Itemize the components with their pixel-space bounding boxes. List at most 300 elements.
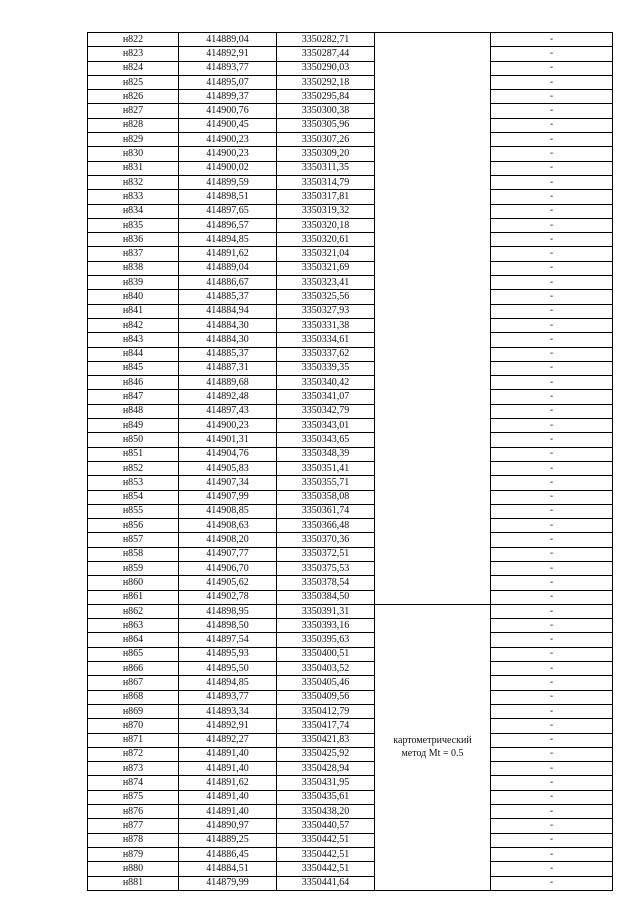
y-coordinate-cell: 3350384,50	[277, 590, 375, 604]
table-row	[88, 147, 613, 161]
coordinates-table-body	[88, 33, 613, 891]
y-coordinate-cell: 3350292,18	[277, 75, 375, 89]
point-name-cell: н853	[88, 476, 179, 490]
y-coordinate-cell: 3350325,56	[277, 290, 375, 304]
dash-cell: -	[491, 690, 613, 704]
dash-cell: -	[491, 61, 613, 75]
x-coordinate-cell: 414898,51	[179, 190, 277, 204]
dash-cell: -	[491, 533, 613, 547]
y-coordinate-cell: 3350370,36	[277, 533, 375, 547]
x-coordinate-cell: 414884,30	[179, 333, 277, 347]
point-name-cell: н870	[88, 719, 179, 733]
dash-cell: -	[491, 504, 613, 518]
y-coordinate-cell: 3350343,01	[277, 419, 375, 433]
x-coordinate-cell: 414884,51	[179, 862, 277, 876]
table-row	[88, 619, 613, 633]
dash-cell: -	[491, 719, 613, 733]
dash-cell: -	[491, 833, 613, 847]
x-coordinate-cell: 414904,76	[179, 447, 277, 461]
table-row	[88, 847, 613, 861]
x-coordinate-cell: 414896,57	[179, 218, 277, 232]
table-row	[88, 233, 613, 247]
y-coordinate-cell: 3350428,94	[277, 762, 375, 776]
x-coordinate-cell: 414885,37	[179, 290, 277, 304]
x-coordinate-cell: 414885,37	[179, 347, 277, 361]
x-coordinate-cell: 414895,07	[179, 75, 277, 89]
table-row	[88, 419, 613, 433]
x-coordinate-cell: 414907,99	[179, 490, 277, 504]
point-name-cell: н835	[88, 218, 179, 232]
point-name-cell: н827	[88, 104, 179, 118]
dash-cell: -	[491, 847, 613, 861]
coordinates-table	[87, 32, 613, 891]
point-name-cell: н834	[88, 204, 179, 218]
dash-cell: -	[491, 461, 613, 475]
point-name-cell: н858	[88, 547, 179, 561]
x-coordinate-cell: 414891,40	[179, 790, 277, 804]
table-row	[88, 590, 613, 604]
table-row	[88, 347, 613, 361]
dash-cell: -	[491, 819, 613, 833]
table-row	[88, 390, 613, 404]
dash-cell: -	[491, 476, 613, 490]
point-name-cell: н822	[88, 33, 179, 47]
point-name-cell: н851	[88, 447, 179, 461]
y-coordinate-cell: 3350412,79	[277, 704, 375, 718]
dash-cell: -	[491, 161, 613, 175]
dash-cell: -	[491, 47, 613, 61]
y-coordinate-cell: 3350355,71	[277, 476, 375, 490]
y-coordinate-cell: 3350307,26	[277, 133, 375, 147]
y-coordinate-cell: 3350342,79	[277, 404, 375, 418]
point-name-cell: н845	[88, 361, 179, 375]
method-cell	[375, 33, 491, 605]
y-coordinate-cell: 3350421,83	[277, 733, 375, 747]
y-coordinate-cell: 3350314,79	[277, 175, 375, 189]
dash-cell: -	[491, 333, 613, 347]
point-name-cell: н857	[88, 533, 179, 547]
point-name-cell: н880	[88, 862, 179, 876]
table-row	[88, 662, 613, 676]
method-cell	[375, 604, 491, 890]
table-row	[88, 519, 613, 533]
point-name-cell: н863	[88, 619, 179, 633]
y-coordinate-cell: 3350327,93	[277, 304, 375, 318]
table-row	[88, 276, 613, 290]
point-name-cell: н828	[88, 118, 179, 132]
dash-cell: -	[491, 619, 613, 633]
y-coordinate-cell: 3350378,54	[277, 576, 375, 590]
x-coordinate-cell: 414893,77	[179, 61, 277, 75]
y-coordinate-cell: 3350321,69	[277, 261, 375, 275]
table-row	[88, 676, 613, 690]
x-coordinate-cell: 414891,40	[179, 805, 277, 819]
dash-cell: -	[491, 604, 613, 618]
point-name-cell: н877	[88, 819, 179, 833]
x-coordinate-cell: 414889,04	[179, 261, 277, 275]
x-coordinate-cell: 414900,76	[179, 104, 277, 118]
dash-cell: -	[491, 647, 613, 661]
point-name-cell: н842	[88, 318, 179, 332]
point-name-cell: н881	[88, 876, 179, 890]
dash-cell: -	[491, 247, 613, 261]
x-coordinate-cell: 414893,34	[179, 704, 277, 718]
x-coordinate-cell: 414900,45	[179, 118, 277, 132]
dash-cell: -	[491, 175, 613, 189]
y-coordinate-cell: 3350361,74	[277, 504, 375, 518]
table-row	[88, 719, 613, 733]
y-coordinate-cell: 3350417,74	[277, 719, 375, 733]
point-name-cell: н840	[88, 290, 179, 304]
point-name-cell: н865	[88, 647, 179, 661]
point-name-cell: н867	[88, 676, 179, 690]
dash-cell: -	[491, 447, 613, 461]
point-name-cell: н843	[88, 333, 179, 347]
point-name-cell: н861	[88, 590, 179, 604]
table-row	[88, 404, 613, 418]
point-name-cell: н869	[88, 704, 179, 718]
y-coordinate-cell: 3350351,41	[277, 461, 375, 475]
point-name-cell: н874	[88, 776, 179, 790]
table-row	[88, 161, 613, 175]
table-row	[88, 862, 613, 876]
y-coordinate-cell: 3350358,08	[277, 490, 375, 504]
y-coordinate-cell: 3350321,04	[277, 247, 375, 261]
dash-cell: -	[491, 676, 613, 690]
table-row	[88, 61, 613, 75]
dash-cell: -	[491, 318, 613, 332]
x-coordinate-cell: 414894,85	[179, 233, 277, 247]
dash-cell: -	[491, 261, 613, 275]
point-name-cell: н847	[88, 390, 179, 404]
x-coordinate-cell: 414900,23	[179, 133, 277, 147]
dash-cell: -	[491, 704, 613, 718]
x-coordinate-cell: 414908,85	[179, 504, 277, 518]
x-coordinate-cell: 414891,62	[179, 247, 277, 261]
table-row	[88, 75, 613, 89]
table-row	[88, 304, 613, 318]
dash-cell: -	[491, 433, 613, 447]
dash-cell: -	[491, 404, 613, 418]
table-row	[88, 433, 613, 447]
x-coordinate-cell: 414902,78	[179, 590, 277, 604]
point-name-cell: н871	[88, 733, 179, 747]
point-name-cell: н849	[88, 419, 179, 433]
dash-cell: -	[491, 633, 613, 647]
table-row	[88, 504, 613, 518]
x-coordinate-cell: 414908,63	[179, 519, 277, 533]
table-row	[88, 476, 613, 490]
x-coordinate-cell: 414891,62	[179, 776, 277, 790]
y-coordinate-cell: 3350442,51	[277, 847, 375, 861]
table-row	[88, 833, 613, 847]
x-coordinate-cell: 414889,68	[179, 376, 277, 390]
point-name-cell: н829	[88, 133, 179, 147]
dash-cell: -	[491, 419, 613, 433]
y-coordinate-cell: 3350442,51	[277, 833, 375, 847]
y-coordinate-cell: 3350435,61	[277, 790, 375, 804]
dash-cell: -	[491, 104, 613, 118]
x-coordinate-cell: 414889,25	[179, 833, 277, 847]
point-name-cell: н844	[88, 347, 179, 361]
x-coordinate-cell: 414898,50	[179, 619, 277, 633]
dash-cell: -	[491, 133, 613, 147]
point-name-cell: н833	[88, 190, 179, 204]
y-coordinate-cell: 3350331,38	[277, 318, 375, 332]
point-name-cell: н848	[88, 404, 179, 418]
y-coordinate-cell: 3350366,48	[277, 519, 375, 533]
table-row	[88, 290, 613, 304]
table-row	[88, 490, 613, 504]
point-name-cell: н852	[88, 461, 179, 475]
x-coordinate-cell: 414895,50	[179, 662, 277, 676]
dash-cell: -	[491, 733, 613, 747]
y-coordinate-cell: 3350290,03	[277, 61, 375, 75]
x-coordinate-cell: 414892,91	[179, 47, 277, 61]
x-coordinate-cell: 414891,40	[179, 762, 277, 776]
scan-noise-strip	[0, 0, 640, 14]
y-coordinate-cell: 3350317,81	[277, 190, 375, 204]
x-coordinate-cell: 414899,37	[179, 90, 277, 104]
dash-cell: -	[491, 118, 613, 132]
dash-cell: -	[491, 376, 613, 390]
point-name-cell: н823	[88, 47, 179, 61]
point-name-cell: н879	[88, 847, 179, 861]
point-name-cell: н850	[88, 433, 179, 447]
table-row	[88, 133, 613, 147]
dash-cell: -	[491, 147, 613, 161]
table-row	[88, 776, 613, 790]
dash-cell: -	[491, 204, 613, 218]
y-coordinate-cell: 3350440,57	[277, 819, 375, 833]
dash-cell: -	[491, 390, 613, 404]
point-name-cell: н856	[88, 519, 179, 533]
dash-cell: -	[491, 590, 613, 604]
y-coordinate-cell: 3350320,18	[277, 218, 375, 232]
point-name-cell: н860	[88, 576, 179, 590]
point-name-cell: н830	[88, 147, 179, 161]
table-row	[88, 90, 613, 104]
dash-cell: -	[491, 561, 613, 575]
point-name-cell: н837	[88, 247, 179, 261]
y-coordinate-cell: 3350425,92	[277, 747, 375, 761]
point-name-cell: н836	[88, 233, 179, 247]
y-coordinate-cell: 3350319,32	[277, 204, 375, 218]
y-coordinate-cell: 3350393,16	[277, 619, 375, 633]
point-name-cell: н859	[88, 561, 179, 575]
table-row	[88, 790, 613, 804]
dash-cell: -	[491, 762, 613, 776]
x-coordinate-cell: 414889,04	[179, 33, 277, 47]
y-coordinate-cell: 3350341,07	[277, 390, 375, 404]
point-name-cell: н839	[88, 276, 179, 290]
dash-cell: -	[491, 576, 613, 590]
x-coordinate-cell: 414886,45	[179, 847, 277, 861]
table-row	[88, 218, 613, 232]
y-coordinate-cell: 3350282,71	[277, 33, 375, 47]
table-row	[88, 561, 613, 575]
y-coordinate-cell: 3350375,53	[277, 561, 375, 575]
point-name-cell: н832	[88, 175, 179, 189]
table-row	[88, 261, 613, 275]
dash-cell: -	[491, 347, 613, 361]
dash-cell: -	[491, 75, 613, 89]
dash-cell: -	[491, 547, 613, 561]
y-coordinate-cell: 3350295,84	[277, 90, 375, 104]
x-coordinate-cell: 414906,70	[179, 561, 277, 575]
point-name-cell: н864	[88, 633, 179, 647]
dash-cell: -	[491, 876, 613, 890]
table-row	[88, 118, 613, 132]
table-row	[88, 361, 613, 375]
table-row	[88, 33, 613, 47]
table-row	[88, 190, 613, 204]
dash-cell: -	[491, 190, 613, 204]
x-coordinate-cell: 414891,40	[179, 747, 277, 761]
table-row	[88, 733, 613, 747]
dash-cell: -	[491, 290, 613, 304]
table-row	[88, 704, 613, 718]
x-coordinate-cell: 414907,34	[179, 476, 277, 490]
y-coordinate-cell: 3350348,39	[277, 447, 375, 461]
dash-cell: -	[491, 862, 613, 876]
table-row	[88, 747, 613, 761]
table-row	[88, 576, 613, 590]
x-coordinate-cell: 414897,65	[179, 204, 277, 218]
y-coordinate-cell: 3350395,63	[277, 633, 375, 647]
x-coordinate-cell: 414897,43	[179, 404, 277, 418]
x-coordinate-cell: 414884,94	[179, 304, 277, 318]
dash-cell: -	[491, 233, 613, 247]
table-row	[88, 47, 613, 61]
y-coordinate-cell: 3350372,51	[277, 547, 375, 561]
x-coordinate-cell: 414905,62	[179, 576, 277, 590]
table-row	[88, 805, 613, 819]
y-coordinate-cell: 3350431,95	[277, 776, 375, 790]
x-coordinate-cell: 414892,91	[179, 719, 277, 733]
dash-cell: -	[491, 361, 613, 375]
table-row	[88, 376, 613, 390]
table-row	[88, 204, 613, 218]
y-coordinate-cell: 3350323,41	[277, 276, 375, 290]
y-coordinate-cell: 3350340,42	[277, 376, 375, 390]
table-row	[88, 333, 613, 347]
y-coordinate-cell: 3350403,52	[277, 662, 375, 676]
point-name-cell: н866	[88, 662, 179, 676]
table-row	[88, 318, 613, 332]
dash-cell: -	[491, 218, 613, 232]
x-coordinate-cell: 414901,31	[179, 433, 277, 447]
method-text-line: метод Mt = 0.5	[401, 748, 464, 760]
y-coordinate-cell: 3350309,20	[277, 147, 375, 161]
point-name-cell: н824	[88, 61, 179, 75]
point-name-cell: н854	[88, 490, 179, 504]
dash-cell: -	[491, 519, 613, 533]
dash-cell: -	[491, 747, 613, 761]
x-coordinate-cell: 414908,20	[179, 533, 277, 547]
point-name-cell: н872	[88, 747, 179, 761]
point-name-cell: н841	[88, 304, 179, 318]
x-coordinate-cell: 414900,02	[179, 161, 277, 175]
dash-cell: -	[491, 790, 613, 804]
table-row	[88, 876, 613, 890]
point-name-cell: н878	[88, 833, 179, 847]
point-name-cell: н831	[88, 161, 179, 175]
table-row	[88, 762, 613, 776]
dash-cell: -	[491, 276, 613, 290]
y-coordinate-cell: 3350339,35	[277, 361, 375, 375]
x-coordinate-cell: 414879,99	[179, 876, 277, 890]
method-text-line: картометрический	[393, 735, 472, 747]
y-coordinate-cell: 3350441,64	[277, 876, 375, 890]
x-coordinate-cell: 414892,27	[179, 733, 277, 747]
table-row	[88, 690, 613, 704]
x-coordinate-cell: 414907,77	[179, 547, 277, 561]
x-coordinate-cell: 414900,23	[179, 147, 277, 161]
y-coordinate-cell: 3350334,61	[277, 333, 375, 347]
x-coordinate-cell: 414884,30	[179, 318, 277, 332]
x-coordinate-cell: 414893,77	[179, 690, 277, 704]
x-coordinate-cell: 414899,59	[179, 175, 277, 189]
table-row	[88, 633, 613, 647]
point-name-cell: н838	[88, 261, 179, 275]
table-row	[88, 604, 613, 618]
table-row	[88, 447, 613, 461]
y-coordinate-cell: 3350400,51	[277, 647, 375, 661]
x-coordinate-cell: 414887,31	[179, 361, 277, 375]
table-row	[88, 461, 613, 475]
x-coordinate-cell: 414892,48	[179, 390, 277, 404]
table-row	[88, 247, 613, 261]
table-row	[88, 819, 613, 833]
dash-cell: -	[491, 304, 613, 318]
x-coordinate-cell: 414905,83	[179, 461, 277, 475]
y-coordinate-cell: 3350442,51	[277, 862, 375, 876]
y-coordinate-cell: 3350391,31	[277, 604, 375, 618]
y-coordinate-cell: 3350305,96	[277, 118, 375, 132]
point-name-cell: н825	[88, 75, 179, 89]
y-coordinate-cell: 3350405,46	[277, 676, 375, 690]
table-row	[88, 547, 613, 561]
x-coordinate-cell: 414890,97	[179, 819, 277, 833]
y-coordinate-cell: 3350438,20	[277, 805, 375, 819]
point-name-cell: н868	[88, 690, 179, 704]
table-row	[88, 104, 613, 118]
x-coordinate-cell: 414898,95	[179, 604, 277, 618]
y-coordinate-cell: 3350311,35	[277, 161, 375, 175]
y-coordinate-cell: 3350320,61	[277, 233, 375, 247]
y-coordinate-cell: 3350287,44	[277, 47, 375, 61]
point-name-cell: н846	[88, 376, 179, 390]
y-coordinate-cell: 3350409,56	[277, 690, 375, 704]
dash-cell: -	[491, 776, 613, 790]
x-coordinate-cell: 414895,93	[179, 647, 277, 661]
y-coordinate-cell: 3350343,65	[277, 433, 375, 447]
x-coordinate-cell: 414894,85	[179, 676, 277, 690]
point-name-cell: н855	[88, 504, 179, 518]
table-row	[88, 533, 613, 547]
dash-cell: -	[491, 490, 613, 504]
y-coordinate-cell: 3350337,62	[277, 347, 375, 361]
dash-cell: -	[491, 90, 613, 104]
point-name-cell: н875	[88, 790, 179, 804]
point-name-cell: н862	[88, 604, 179, 618]
dash-cell: -	[491, 662, 613, 676]
point-name-cell: н826	[88, 90, 179, 104]
x-coordinate-cell: 414886,67	[179, 276, 277, 290]
table-row	[88, 647, 613, 661]
point-name-cell: н873	[88, 762, 179, 776]
